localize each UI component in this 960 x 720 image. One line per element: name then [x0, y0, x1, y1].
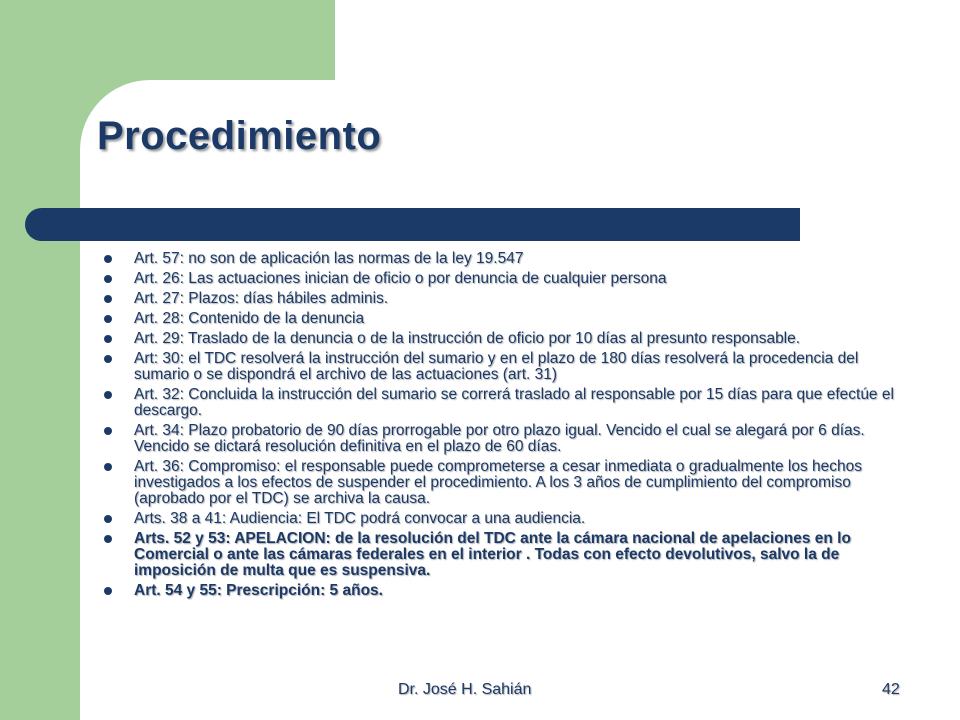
bullet-text: Art. 28: Contenido de la denuncia: [134, 310, 365, 327]
bullet-item: [100, 311, 900, 327]
bullet-item: [100, 423, 900, 455]
bullet-text: Art. 29: Traslado de la denuncia o de la instrucción de oficio por 10 días al presunto responsable.: [134, 330, 801, 347]
bullet-item: [100, 511, 900, 527]
bullet-list: [100, 251, 900, 603]
bullet-item: [100, 331, 900, 347]
bullet-text: Art. 54 y 55: Prescripción: 5 años.: [134, 582, 383, 599]
bullet-text: Art. 26: Las actuaciones inician de oficio o por denuncia de cualquier persona: [134, 270, 667, 287]
bullet-item: [100, 459, 900, 507]
bullet-dot-icon: [104, 315, 112, 323]
bullet-dot-icon: [104, 391, 112, 399]
bullet-item: [100, 271, 900, 287]
bullet-dot-icon: [104, 587, 112, 595]
bullet-dot-icon: [104, 355, 112, 363]
bullet-dot-icon: [104, 275, 112, 283]
bullet-dot-icon: [104, 427, 112, 435]
bullet-dot-icon: [104, 255, 112, 263]
bullet-item: [100, 291, 900, 307]
bullet-text: Art. 27: Plazos: días hábiles adminis.: [134, 290, 389, 307]
bullet-dot-icon: [104, 463, 112, 471]
bullet-item: [100, 351, 900, 383]
footer-author: Dr. José H. Sahián: [398, 681, 532, 698]
bullet-text: Art: 30: el TDC resolverá la instrucción del sumario y en el plazo de 180 días resolverá la procedencia del sumario o se dispondrá el archivo de las actuaciones (art. 31): [134, 350, 859, 383]
bullet-item: [100, 583, 900, 599]
bullet-text: Arts. 52 y 53: APELACION: de la resolución del TDC ante la cámara nacional de apelaciones en lo Comercial o ante las cámaras federales en el interior . Todas con efecto devolutivos, salvo la de imposición de multa que es suspensiva.: [134, 530, 851, 579]
bullet-dot-icon: [104, 535, 112, 543]
page-number: 42: [882, 681, 900, 698]
slide-title: Procedimiento: [97, 114, 382, 158]
bullet-dot-icon: [104, 515, 112, 523]
title-underline-bar: [25, 208, 800, 241]
bullet-text: Art. 36: Compromiso: el responsable puede comprometerse a cesar inmediata o gradualmente los hechos investigados a los efectos de suspender el procedimiento. A los 3 años de cumplimiento del compromiso (aprobado por el TDC) se archiva la causa.: [134, 458, 863, 507]
bullet-item: [100, 251, 900, 267]
bullet-text: Arts. 38 a 41: Audiencia: El TDC podrá convocar a una audiencia.: [134, 510, 586, 527]
bullet-dot-icon: [104, 295, 112, 303]
bullet-text: Art. 57: no son de aplicación las normas de la ley 19.547: [134, 250, 524, 267]
bullet-text: Art. 34: Plazo probatorio de 90 días prorrogable por otro plazo igual. Vencido el cual se alegará por 6 días. Vencido se dictará resolución definitiva en el plazo de 60 días.: [134, 422, 865, 455]
bullet-item: [100, 387, 900, 419]
bullet-item: [100, 531, 900, 579]
bullet-dot-icon: [104, 335, 112, 343]
bullet-text: Art. 32: Concluida la instrucción del sumario se correrá traslado al responsable por 15 días para que efectúe el descargo.: [134, 386, 894, 419]
